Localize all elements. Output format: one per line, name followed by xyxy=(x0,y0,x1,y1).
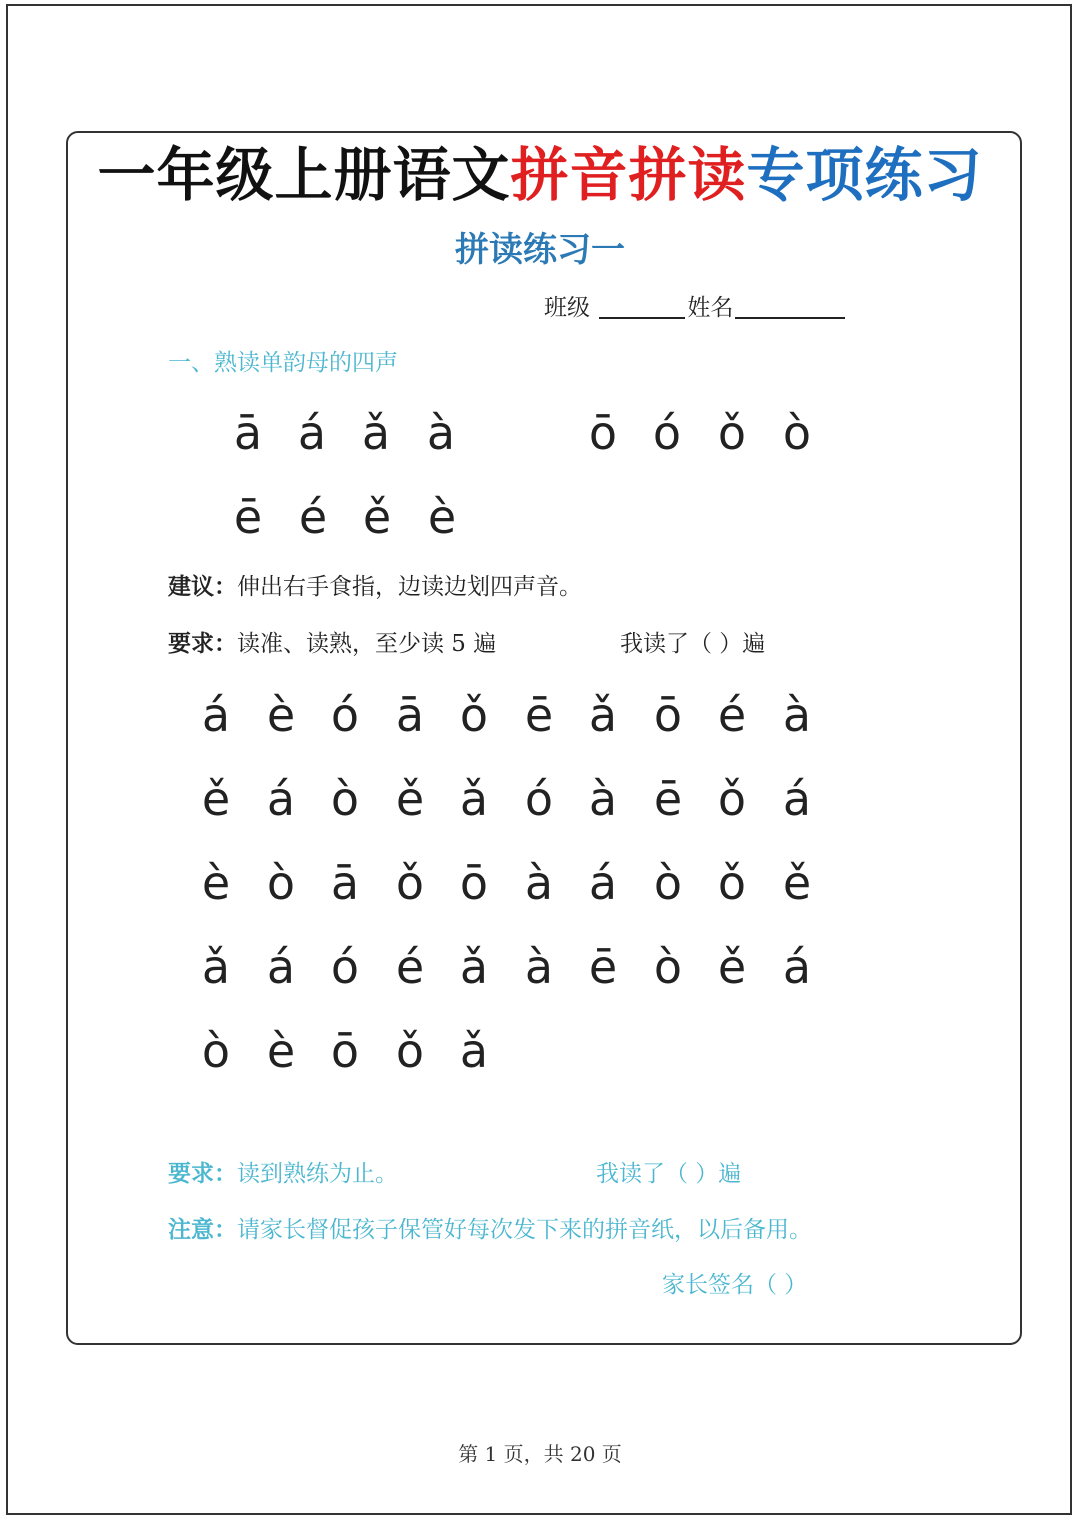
practice-letter: ò xyxy=(201,1024,231,1078)
practice-letter: ě xyxy=(782,856,812,910)
tone-letter: ā xyxy=(233,406,263,460)
practice-letter: ǎ xyxy=(459,772,489,826)
name-blank[interactable] xyxy=(735,295,845,319)
practice-letter: ě xyxy=(717,940,747,994)
tone-letter: ě xyxy=(362,490,392,544)
practice-letter: ǎ xyxy=(588,688,618,742)
practice-letter: ó xyxy=(524,772,554,826)
practice-letter: ē xyxy=(524,688,554,742)
practice-row xyxy=(196,1024,836,1084)
advice-label: 建议： xyxy=(168,573,237,600)
class-name-fields xyxy=(544,289,845,322)
practice-letter: ō xyxy=(330,1024,360,1078)
practice-letter: é xyxy=(395,940,425,994)
practice-letter: à xyxy=(524,856,554,910)
practice-letter: ó xyxy=(330,940,360,994)
requirement-label: 要求： xyxy=(168,630,237,657)
practice-row xyxy=(196,772,836,832)
practice-letter: ō xyxy=(653,688,683,742)
practice-letter: ǒ xyxy=(717,772,747,826)
tone-row-e xyxy=(228,490,488,550)
tone-letter: ǎ xyxy=(361,406,391,460)
tone-letter: ē xyxy=(233,490,263,544)
practice-letter: è xyxy=(201,856,231,910)
notice-label: 注意： xyxy=(168,1216,237,1243)
practice-letter: à xyxy=(524,940,554,994)
practice-row xyxy=(196,856,836,916)
practice-letter: á xyxy=(782,772,812,826)
practice-row xyxy=(196,940,836,1000)
practice-letter: ě xyxy=(201,772,231,826)
tone-letter: ǒ xyxy=(717,406,747,460)
practice-letter: ó xyxy=(330,688,360,742)
practice-letter: ǎ xyxy=(201,940,231,994)
notice-line xyxy=(168,1211,812,1244)
requirement-text: 读准、读熟，至少读 5 遍 xyxy=(237,631,497,657)
practice-letter: ò xyxy=(330,772,360,826)
practice-letter: ò xyxy=(266,856,296,910)
title-part-3: 专项练习 xyxy=(746,141,983,209)
class-label: 班级 xyxy=(544,295,590,321)
page-footer: 第 1 页，共 20 页 xyxy=(458,1442,622,1466)
tone-letter: é xyxy=(298,490,328,544)
advice-text: 伸出右手食指，边读边划四声音。 xyxy=(237,574,582,600)
tone-row-a xyxy=(228,406,488,466)
practice-letter: ò xyxy=(653,940,683,994)
practice-letter: è xyxy=(266,688,296,742)
practice-letter: ǒ xyxy=(459,688,489,742)
title-part-1: 一年级上册语文 xyxy=(97,141,511,209)
practice-letter: é xyxy=(717,688,747,742)
read-count-2: 我读了（ ）遍 xyxy=(596,1161,742,1187)
notice-text: 请家长督促孩子保管好每次发下来的拼音纸，以后备用。 xyxy=(237,1217,812,1243)
practice-letter: ǎ xyxy=(459,1024,489,1078)
tone-letter: á xyxy=(297,406,327,460)
advice-line xyxy=(168,568,582,601)
practice-letter: à xyxy=(782,688,812,742)
tone-letter: à xyxy=(426,406,456,460)
practice-letter: ǒ xyxy=(395,1024,425,1078)
practice-letter: ē xyxy=(653,772,683,826)
page-title xyxy=(0,138,1080,212)
tone-letter: è xyxy=(427,490,457,544)
practice-letter: ā xyxy=(330,856,360,910)
practice-letter: á xyxy=(266,772,296,826)
requirement-line-2 xyxy=(168,1155,398,1188)
practice-letter: è xyxy=(266,1024,296,1078)
read-count-1: 我读了（ ）遍 xyxy=(620,631,766,657)
practice-letter: ō xyxy=(459,856,489,910)
requirement-line-1 xyxy=(168,625,496,658)
title-part-2: 拼音拼读 xyxy=(510,141,747,209)
parent-signature[interactable]: 家长签名（ ） xyxy=(662,1272,808,1298)
tone-row-o xyxy=(583,406,843,466)
practice-letter: á xyxy=(588,856,618,910)
practice-letter: ǒ xyxy=(717,856,747,910)
practice-letter: ē xyxy=(588,940,618,994)
class-blank[interactable] xyxy=(599,295,685,319)
practice-letter: ò xyxy=(653,856,683,910)
page-subtitle: 拼读练习一 xyxy=(455,230,625,270)
tone-letter: ò xyxy=(782,406,812,460)
tone-letter: ó xyxy=(652,406,682,460)
section-title: 一、熟读单韵母的四声 xyxy=(168,350,398,376)
practice-letter: à xyxy=(588,772,618,826)
requirement-text-2: 读到熟练为止。 xyxy=(237,1161,398,1187)
requirement-label-2: 要求： xyxy=(168,1160,237,1187)
practice-row xyxy=(196,688,836,748)
practice-letter: á xyxy=(201,688,231,742)
name-label: 姓名 xyxy=(687,295,734,321)
practice-letter: ā xyxy=(395,688,425,742)
practice-letter: ě xyxy=(395,772,425,826)
practice-letter: á xyxy=(782,940,812,994)
tone-letter: ō xyxy=(588,406,618,460)
practice-letter: ǎ xyxy=(459,940,489,994)
practice-letter: ǒ xyxy=(395,856,425,910)
practice-letter: á xyxy=(266,940,296,994)
